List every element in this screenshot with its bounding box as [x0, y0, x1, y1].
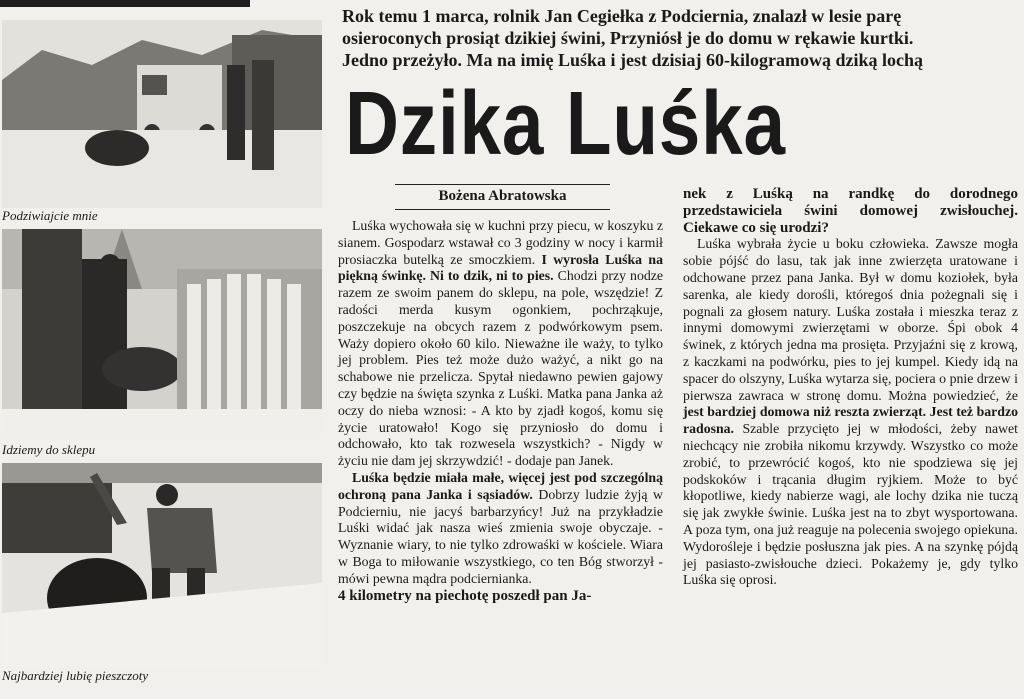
col2-paragraph-1 — [683, 186, 1018, 236]
col1-p1-text: Luśka wychowała się w kuchni przy piecu, w koszyku z sianem. Gospodarz wstawał co 3 godziny w nocy i karmił prosiaczka butelką ze smoczkiem. — [338, 218, 663, 267]
col2-p2-body: Szable przycięto jej w młodości, żeby nawet niechcący nie zrobiła nikomu krzywdy. Wszystko co może zrobić, to przewrócić kogoś, kto nie spodziewa się jej podskoków i trącania długim ryjkiem. Może to być kłopotliwe, kiedy nabierze wagi, ale lochy dzika nie tuczą się jak zwykłe świnie. Luśka jest na to zbyt wysportowana. A poza tym, ona już reaguje na polecenia swojego opiekuna. Wydoroślejе i będzie posłuszna jak pies. A na szynkę pójdą jej pasiasto-zwisłouche dzieci. Pokażemy je, gdy tylko Luśka się oprosi. — [683, 421, 1018, 588]
photo-petting — [2, 463, 322, 666]
col2-p2-text: Luśka wybrała życie u boku człowieka. Zawsze mogła sobie pójść do lasu, tak jak inne zwierzęta uratowane i odchowane przez pana Janka. Był w domu koziołek, była sarenka, ale kiedy dorośli, któregoś dnia pożegnali się i pognali za głosem natury. Luśka została i mieszka teraz z innymi domowymi zwierzętami w oborze. Śpi obok 4 świnek, z których jedna ma prosięta. Przyjaźni się z krową, z kaczkami na podwórku, pies to jej kumpel. Kiedy idą na spacer do olszyny, Luśka wytarza się, pociera o pnie drzew i pierwsza zawraca w stronę domu. Można powiedzieć, że — [683, 236, 1018, 403]
col1-paragraph-2 — [338, 470, 663, 588]
byline-rule-bottom — [395, 209, 610, 210]
photo-caption-1: Podziwiajcie mnie — [2, 208, 98, 223]
lead-paragraph — [342, 5, 1024, 71]
col1-p1-body: Chodzi przy nodze razem ze swoim panem do sklepu, na pole, wszędzie! Z radości merda kusym ogonkiem, pochrząkuje, poszczekuje na obcych razem z podwórkowym psem. Waży dopiero około 60 kilo. Nieważne ile waży, to tylko jej problem. Pies też może dużo ważyć, a nikt go na schabowe nie przelicza. Spytał niedawno pewien gajowy czy będzie na święta szynka z Luśki. Matka pana Janka aż oczy do nieba wznosi: - A kto by zjadł kogoś, komu się życie uratowało! Kogo się przyniosło do domu i odchowało, kto tak rozwesela wszystkich? - Nigdy w życiu nie dam jej skrzywdzić! - dodaje pan Janek. — [338, 268, 663, 469]
byline: Bożena Abratowska — [438, 188, 567, 204]
lead-line-2: osieroconych prosiąt dzikiej świni, Przyniósł je do domu w rękawie kurtki. — [342, 28, 914, 48]
article-column-1 — [338, 218, 663, 604]
photo-caption-2: Idziemy do sklepu — [2, 442, 96, 457]
col1-paragraph-3 — [338, 588, 663, 605]
masthead-bar — [0, 0, 250, 7]
photo-caption-3: Najbardziej lubię pieszczoty — [2, 668, 149, 683]
col1-p3-subhead: 4 kilometry na piechotę poszedł pan Ja- — [338, 587, 592, 604]
col2-p1-subhead: nek z Luśką na randkę do dorodnego przedstawiciela świni domowej zwisłouchej. Ciekawe co się urodzi? — [683, 186, 1018, 236]
lead-line-1: Rok temu 1 marca, rolnik Jan Cegiełka z Podciernia, znalazł w lesie parę — [342, 6, 902, 26]
photo-walking-to-shop — [2, 229, 322, 439]
col1-p2-body: Dobrzy ludzie żyją w Podcierniu, nie jacyś barbarzyńcy! Już na przykładzie Luśki widać jak nasza wieś zmienia swoje obyczaje. - Wyznanie wiary, to nie tylko zdrowaśki w kościele. Wiara w Boga to miłowanie wszystkiego, co ten Bóg stworzył - mówi pewna mądra podciernianka. — [338, 486, 664, 586]
headline: Dzika Luśka — [345, 74, 786, 174]
col1-paragraph-1 — [338, 218, 663, 470]
col2-p2-highlight: jest bardziej domowa niż reszta zwierząt. Jest też bardzo radosna. — [683, 404, 1018, 437]
photo-pig-village — [2, 20, 322, 208]
col1-p2-highlight: Luśka będzie miała małe, więcej jest pod szczególną ochroną pana Janka i sąsiadów. — [338, 469, 663, 502]
col2-paragraph-2 — [683, 236, 1018, 589]
col1-p1-highlight: I wyrosła Luśka na piękną świnkę. Ni to dzik, ni to pies. — [338, 251, 663, 284]
article-column-2 — [683, 186, 1018, 589]
byline-rule-top — [395, 184, 610, 185]
lead-line-3: Jedno przeżyło. Ma na imię Luśka i jest dzisiaj 60-kilogramową dziką lochą — [342, 50, 923, 70]
